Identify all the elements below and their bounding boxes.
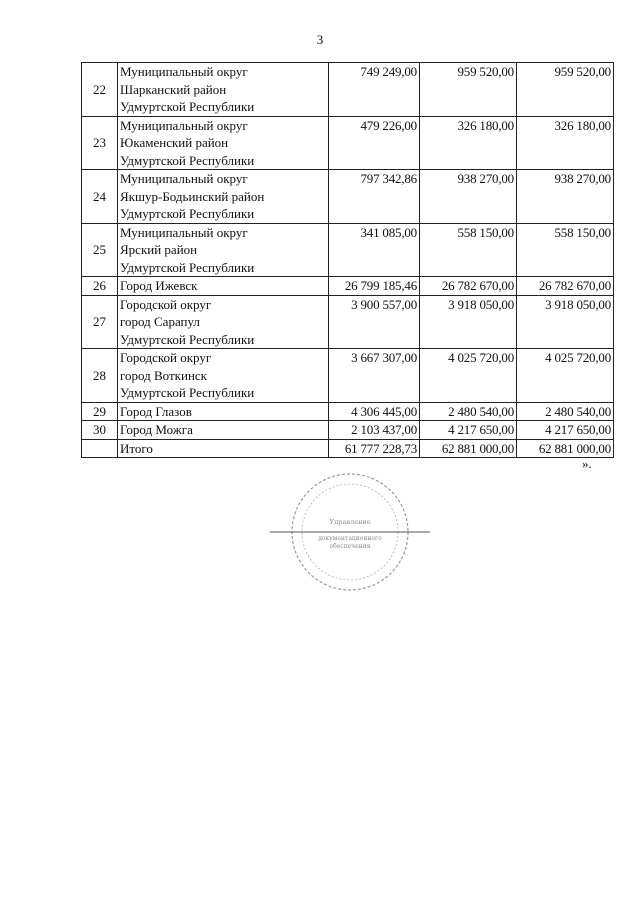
row-value-2: 3 918 050,00	[420, 295, 517, 349]
table-row	[82, 349, 614, 403]
table-row	[82, 277, 614, 296]
municipality-name: Муниципальный округ Якшур-Бодьинский район Удмуртской Республики	[118, 170, 329, 224]
row-value-1: 3 900 557,00	[329, 295, 420, 349]
row-value-2: 26 782 670,00	[420, 277, 517, 296]
total-num-cell	[82, 439, 118, 458]
row-value-3: 2 480 540,00	[517, 402, 614, 421]
seal-text-2: документационного	[318, 535, 382, 542]
row-value-1: 2 103 437,00	[329, 421, 420, 440]
row-number: 26	[82, 277, 118, 296]
closing-quote-mark: ».	[582, 456, 592, 471]
table-row	[82, 170, 614, 224]
total-value-3: 62 881 000,00	[517, 439, 614, 458]
seal-graphic	[270, 468, 430, 598]
row-value-3: 4 217 650,00	[517, 421, 614, 440]
row-value-3: 959 520,00	[517, 63, 614, 117]
seal-text-1: Управление	[329, 518, 371, 526]
row-value-3: 26 782 670,00	[517, 277, 614, 296]
seal-text-3: обеспечения	[329, 543, 371, 550]
row-value-1: 749 249,00	[329, 63, 420, 117]
row-value-1: 479 226,00	[329, 116, 420, 170]
row-value-3: 3 918 050,00	[517, 295, 614, 349]
row-value-1: 26 799 185,46	[329, 277, 420, 296]
row-value-1: 797 342,86	[329, 170, 420, 224]
municipality-name: Город Глазов	[118, 402, 329, 421]
table-row	[82, 295, 614, 349]
total-label: Итого	[118, 439, 329, 458]
municipality-name: Город Ижевск	[118, 277, 329, 296]
page-number: 3	[316, 32, 324, 47]
table-row	[82, 402, 614, 421]
row-number: 27	[82, 295, 118, 349]
row-value-2: 4 025 720,00	[420, 349, 517, 403]
total-value-1: 61 777 228,73	[329, 439, 420, 458]
row-number: 24	[82, 170, 118, 224]
row-number: 22	[82, 63, 118, 117]
municipality-name: Муниципальный округ Ярский район Удмуртской Республики	[118, 223, 329, 277]
row-value-2: 326 180,00	[420, 116, 517, 170]
row-value-1: 341 085,00	[329, 223, 420, 277]
row-value-1: 4 306 445,00	[329, 402, 420, 421]
row-value-2: 558 150,00	[420, 223, 517, 277]
row-value-3: 4 025 720,00	[517, 349, 614, 403]
row-value-2: 959 520,00	[420, 63, 517, 117]
table-row	[82, 116, 614, 170]
row-number: 23	[82, 116, 118, 170]
table-total-row	[82, 439, 614, 458]
official-seal	[270, 468, 430, 598]
municipality-name: Муниципальный округ Шарканский район Удмуртской Республики	[118, 63, 329, 117]
municipality-name: Городской округ город Сарапул Удмуртской Республики	[118, 295, 329, 349]
row-value-3: 326 180,00	[517, 116, 614, 170]
row-value-3: 558 150,00	[517, 223, 614, 277]
row-value-2: 938 270,00	[420, 170, 517, 224]
table-body	[82, 63, 614, 458]
budget-table	[81, 62, 614, 458]
row-value-3: 938 270,00	[517, 170, 614, 224]
row-value-2: 2 480 540,00	[420, 402, 517, 421]
row-number: 25	[82, 223, 118, 277]
row-value-2: 4 217 650,00	[420, 421, 517, 440]
row-number: 29	[82, 402, 118, 421]
total-value-2: 62 881 000,00	[420, 439, 517, 458]
table-row	[82, 421, 614, 440]
municipality-name: Город Можга	[118, 421, 329, 440]
table-row	[82, 63, 614, 117]
row-number: 28	[82, 349, 118, 403]
municipality-name: Муниципальный округ Юкаменский район Удмуртской Республики	[118, 116, 329, 170]
table-row	[82, 223, 614, 277]
municipality-name: Городской округ город Воткинск Удмуртской Республики	[118, 349, 329, 403]
row-number: 30	[82, 421, 118, 440]
row-value-1: 3 667 307,00	[329, 349, 420, 403]
